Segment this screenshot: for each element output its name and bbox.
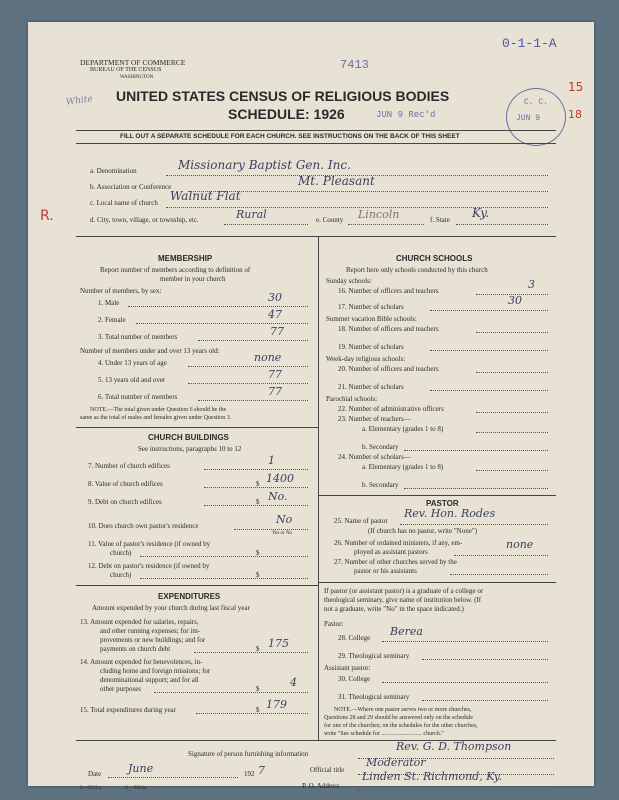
pastor-sublabel: Pastor:: [324, 620, 344, 628]
parochial-label: Parochial schools:: [326, 395, 378, 403]
pastor-heading: PASTOR: [426, 499, 459, 508]
print-number: 11—9904a: [124, 786, 147, 791]
q24a-label: a. Elementary (grades 1 to 8): [362, 463, 444, 471]
local-name-label: c. Local name of church: [90, 199, 158, 207]
q13-label-c: provements or new buildings; and for: [100, 636, 206, 644]
membership-sub1: Report number of members according to definition of: [100, 266, 251, 274]
q11-label-a: 11. Value of pastor's residence (if owned by: [88, 540, 211, 548]
q25-note: (If church has no pastor, write "None"): [368, 527, 478, 535]
local-name-value: Walnut Flat: [170, 189, 241, 203]
buildings-sub: See instructions, paragraphs 10 to 12: [138, 445, 242, 453]
q11-label-b: church): [110, 549, 132, 557]
received-stamp: JUN 9 Rec'd: [376, 110, 436, 120]
assistant-label: Assistant pastor:: [324, 664, 371, 672]
q9-label: 9. Debt on church edifices: [88, 498, 162, 506]
date-value: June: [128, 762, 154, 775]
state-label: f. State: [430, 216, 450, 224]
q1-value: 30: [268, 291, 282, 304]
q7-value: 1: [268, 454, 275, 467]
q25-label: 25. Name of pastor: [334, 517, 388, 525]
q27-label-b: pastor or his assistants: [354, 567, 417, 575]
membership-note1: NOTE.—The total given under Question 6 should be the: [90, 407, 227, 413]
q17-value: 30: [508, 294, 522, 307]
q28-label: 28. College: [338, 634, 371, 642]
q27-label-a: 27. Number of other churches served by the: [334, 558, 457, 566]
year-prefix: 192: [244, 770, 255, 778]
pastor-note3: for one of the churches; on the schedules for the other churches,: [324, 723, 478, 729]
red-number-top: 15: [568, 80, 584, 94]
white-note: White: [65, 94, 94, 108]
q4-label: 4. Under 13 years of age: [98, 359, 167, 367]
q8-value: 1400: [266, 472, 294, 485]
q13-label-d: payments on church debt: [100, 645, 171, 653]
q13-value: 175: [268, 637, 289, 650]
q28-value: Berea: [390, 625, 423, 638]
schedule-title: SCHEDULE: 1926: [228, 106, 345, 122]
q9-dollar: $: [256, 498, 260, 506]
official-title-value: Moderator: [366, 756, 426, 769]
weekday-label: Week-day religious schools:: [326, 355, 406, 363]
denomination-value: Missionary Baptist Gen. Inc.: [178, 158, 351, 172]
q7-label: 7. Number of church edifices: [88, 462, 170, 470]
membership-sub2: member in your church: [160, 275, 226, 283]
q15-label: 15. Total expenditures during year: [80, 706, 176, 714]
membership-note2: same as the total of males and females given under Question 3.: [80, 415, 232, 421]
q8-dollar: $: [256, 480, 260, 488]
q1-label: 1. Male: [98, 299, 120, 307]
q10-label: 10. Does church own pastor's residence: [88, 522, 199, 530]
grad-instruction-1: If pastor (or assistant pastor) is a graduate of a college or: [324, 587, 484, 595]
q12-label-a: 12. Debt on pastor's residence (if owned by: [88, 562, 210, 570]
schools-heading: CHURCH SCHOOLS: [396, 254, 473, 263]
q6-value: 77: [268, 385, 282, 398]
q19-label: 19. Number of scholars: [338, 343, 404, 351]
sunday-label: Sunday schools:: [326, 277, 372, 285]
county-label: e. County: [316, 216, 344, 224]
summer-label: Summer vacation Bible schools:: [326, 315, 417, 323]
dept-label: DEPARTMENT OF COMMERCE: [80, 58, 186, 67]
q2-label: 2. Female: [98, 316, 126, 324]
yes-no-hint: Yes or No: [272, 531, 293, 536]
q14-label-b: cluding home and foreign missions; for: [100, 667, 211, 675]
pastor-note2: Questions 28 and 29 should be answered only on the schedule: [324, 715, 473, 721]
red-number-bottom: 18: [568, 108, 582, 121]
q3-label: 3. Total number of members: [98, 333, 178, 341]
q8-label: 8. Value of church edifices: [88, 480, 163, 488]
q23-label: 23. Number of teachers—: [338, 415, 411, 423]
q12-dollar: $: [256, 571, 260, 579]
q26-label-b: ployed as assistant pastors: [354, 548, 428, 556]
q9-value: No.: [268, 490, 288, 503]
q5-label: 5. 13 years old and over: [98, 376, 166, 384]
q21-label: 21. Number of scholars: [338, 383, 404, 391]
q13-label-b: and other running expenses; for im-: [100, 627, 201, 635]
form-title: UNITED STATES CENSUS OF RELIGIOUS BODIES: [116, 88, 450, 104]
cc-stamp-date: JUN 9: [516, 114, 541, 123]
city-town-label: d. City, town, village, or township, etc.: [90, 216, 199, 224]
official-title-label: Official title: [310, 766, 345, 774]
state-value: Ky.: [472, 206, 490, 220]
city-label: WASHINGTON: [120, 75, 154, 80]
q16-label: 16. Number of officers and teachers: [338, 287, 439, 295]
grad-instruction-2: theological seminary, give name of institution below. (If: [324, 596, 482, 604]
code-stamp: 0-1-1-A: [502, 36, 557, 51]
q13-dollar: $: [256, 645, 260, 653]
pastor-note4: write "See schedule for ........................... church.": [324, 731, 444, 737]
q14-label-c: denominational support; and for all: [100, 676, 199, 684]
form-number: 9—5818 a: [80, 786, 101, 791]
q29-label: 29. Theological seminary: [338, 652, 410, 660]
q16-value: 3: [528, 278, 535, 291]
q14-label-a: 14. Amount expended for benevolences, in-: [80, 658, 203, 666]
q5-value: 77: [268, 368, 282, 381]
q15-dollar: $: [256, 706, 260, 714]
q14-value: 4: [290, 676, 297, 689]
q14-label-d: other purposes: [100, 685, 142, 693]
expenditures-sub: Amount expended by your church during last fiscal year: [92, 604, 250, 612]
by-sex-label: Number of members, by sex:: [80, 287, 162, 295]
q12-label-b: church): [110, 571, 132, 579]
q23a-label: a. Elementary (grades 1 to 8): [362, 425, 444, 433]
q4-value: none: [254, 351, 282, 364]
denomination-label: a. Denomination: [90, 167, 137, 175]
pastor-note1: NOTE.—Where one pastor serves two or more churches,: [334, 707, 472, 713]
q13-label-a: 13. Amount expended for salaries, repairs,: [80, 618, 199, 626]
po-address-label: P. O. Address: [302, 782, 340, 790]
q24b-label: b. Secondary: [362, 481, 399, 489]
serial-number: 7413: [340, 58, 369, 72]
association-label: b. Association or Conference: [90, 183, 172, 191]
q11-dollar: $: [256, 549, 260, 557]
county-value: Lincoln: [358, 208, 400, 221]
association-value: Mt. Pleasant: [298, 174, 375, 188]
q24-label: 24. Number of scholars—: [338, 453, 411, 461]
cc-stamp-top: C. C.: [524, 98, 549, 107]
city-town-value: Rural: [236, 208, 267, 221]
q22-label: 22. Number of administrative officers: [338, 405, 444, 413]
po-address-value: Linden St. Richmond, Ky.: [362, 770, 502, 783]
grad-instruction-3: not a graduate, write "No" in the space indicated.): [324, 605, 464, 613]
q25-value: Rev. Hon. Rodes: [404, 507, 496, 520]
q3-value: 77: [270, 325, 284, 338]
census-schedule-sheet: [28, 22, 594, 791]
q30-label: 30. College: [338, 675, 371, 683]
signature-label: Signature of person furnishing information: [188, 750, 309, 758]
buildings-heading: CHURCH BUILDINGS: [148, 433, 229, 442]
signature-value: Rev. G. D. Thompson: [396, 740, 512, 753]
q2-value: 47: [268, 308, 282, 321]
red-r-mark: R.: [40, 208, 54, 224]
q20-label: 20. Number of officers and teachers: [338, 365, 439, 373]
q23b-label: b. Secondary: [362, 443, 399, 451]
year-value: 7: [258, 764, 265, 777]
q10-value: No: [276, 513, 293, 526]
membership-heading: MEMBERSHIP: [158, 254, 213, 263]
q18-label: 18. Number of officers and teachers: [338, 325, 439, 333]
bureau-label: BUREAU OF THE CENSUS: [90, 67, 162, 73]
q26-label-a: 26. Number of ordained ministers, if any, em-: [334, 539, 463, 547]
schools-sub: Report here only schools conducted by this church: [346, 266, 488, 274]
q15-value: 179: [266, 698, 287, 711]
age-label: Number of members under and over 13 years old:: [80, 347, 220, 355]
q31-label: 31. Theological seminary: [338, 693, 410, 701]
instruction-line: FILL OUT A SEPARATE SCHEDULE FOR EACH CHURCH. SEE INSTRUCTIONS ON THE BACK OF THIS SHEET: [120, 133, 460, 140]
q26-value: none: [506, 538, 534, 551]
date-label: Date: [88, 770, 102, 778]
q6-label: 6. Total number of members: [98, 393, 178, 401]
q17-label: 17. Number of scholars: [338, 303, 404, 311]
q14-dollar: $: [256, 685, 260, 693]
expenditures-heading: EXPENDITURES: [158, 592, 221, 601]
